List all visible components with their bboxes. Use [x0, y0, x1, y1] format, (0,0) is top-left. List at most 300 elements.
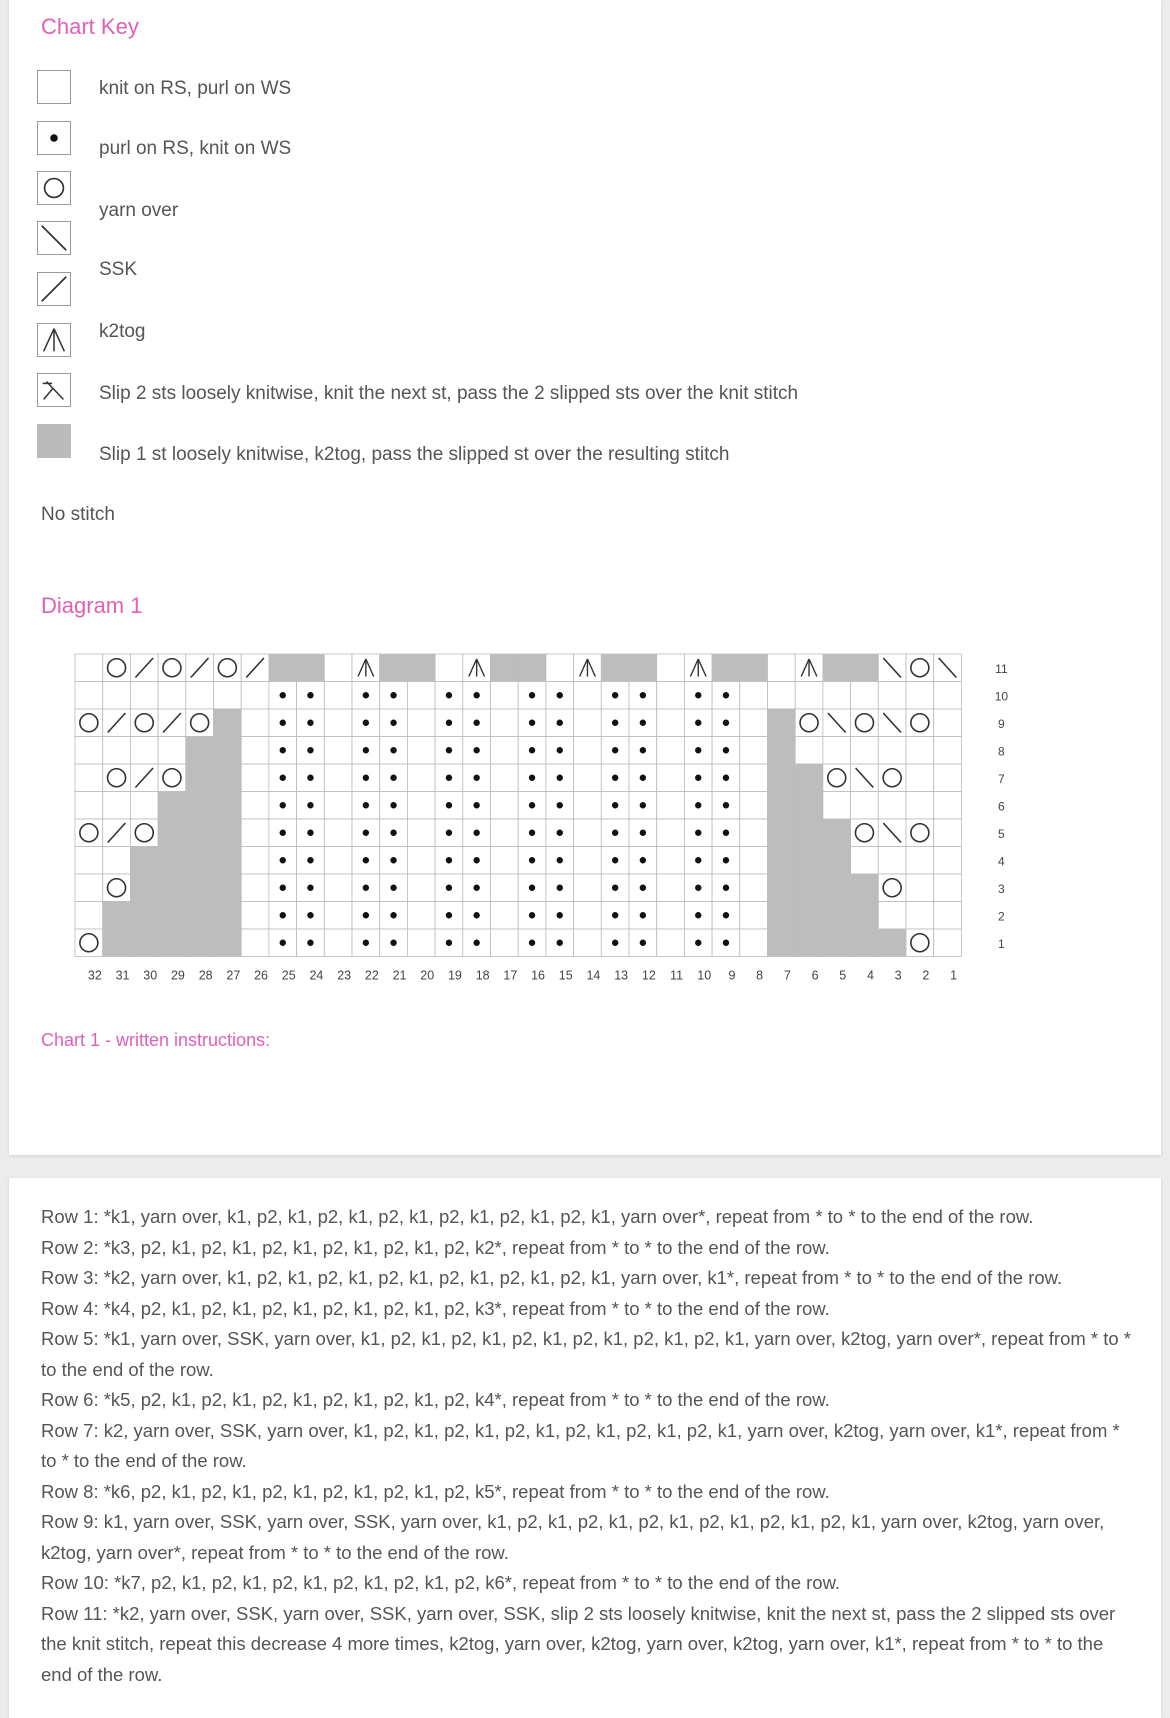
no-stitch-cell	[768, 874, 796, 902]
column-label: 14	[586, 968, 601, 983]
no-stitch-cell	[130, 902, 158, 930]
chart-cell	[906, 682, 934, 710]
chart-cell	[324, 902, 352, 930]
column-label: 22	[364, 968, 379, 983]
no-stitch-cell	[380, 654, 408, 682]
no-stitch-cell	[186, 764, 214, 792]
chart-cell	[324, 874, 352, 902]
no-stitch-cell	[795, 929, 823, 957]
chart-cell	[574, 737, 602, 765]
purl-dot	[363, 885, 369, 891]
purl-dot	[446, 885, 452, 891]
chart-cell	[574, 874, 602, 902]
chart-cell	[768, 654, 796, 682]
chart-cell	[574, 709, 602, 737]
purl-dot	[529, 720, 535, 726]
row-label: 6	[998, 799, 1005, 814]
chart-cell	[574, 764, 602, 792]
purl-dot	[473, 857, 479, 863]
chart-cell	[574, 682, 602, 710]
no-stitch-cell	[823, 654, 851, 682]
column-label: 1	[950, 968, 958, 983]
column-label: 16	[531, 968, 546, 983]
chart-cell	[324, 654, 352, 682]
chart-cell	[324, 847, 352, 875]
chart-cell	[241, 764, 269, 792]
instructions-card	[9, 1178, 1161, 1718]
purl-dot	[723, 692, 729, 698]
no-stitch-cell	[214, 902, 242, 930]
no-stitch-cell	[823, 902, 851, 930]
column-label: 8	[756, 968, 764, 983]
chart-cell	[130, 737, 158, 765]
purl-dot	[723, 802, 729, 808]
chart-cell	[934, 819, 962, 847]
instruction-row: Row 1: *k1, yarn over, k1, p2, k1, p2, k1, p2, k1, p2, k1, p2, k1, p2, k1, yarn over*, repeat from * to * to the end of the row.	[41, 1206, 1034, 1227]
diagram-title: Diagram 1	[41, 593, 143, 618]
purl-dot	[307, 830, 313, 836]
chart-cell	[75, 682, 103, 710]
chart-cell	[491, 792, 519, 820]
chart-cell	[324, 709, 352, 737]
purl-dot	[557, 720, 563, 726]
no-stitch-cell	[491, 654, 519, 682]
row-label: 8	[998, 744, 1005, 759]
no-stitch-cell	[186, 737, 214, 765]
chart-cell	[657, 874, 685, 902]
no-stitch-cell	[768, 819, 796, 847]
chart-cell	[407, 902, 435, 930]
purl-dot	[363, 720, 369, 726]
column-label: 10	[697, 968, 712, 983]
chart-cell	[934, 682, 962, 710]
purl-dot	[723, 857, 729, 863]
no-stitch-cell	[158, 792, 186, 820]
purl-dot	[280, 692, 286, 698]
purl-dot	[390, 747, 396, 753]
purl-dot	[695, 885, 701, 891]
key-label-yarn-over: yarn over	[99, 200, 179, 221]
no-stitch-cell	[214, 929, 242, 957]
purl-dot	[557, 830, 563, 836]
chart-cell	[657, 764, 685, 792]
chart-cell	[906, 902, 934, 930]
no-stitch-cell	[823, 847, 851, 875]
purl-dot	[612, 692, 618, 698]
row-label: 10	[994, 689, 1009, 704]
column-label: 27	[226, 968, 241, 983]
chart-cell	[574, 929, 602, 957]
no-stitch-cell	[297, 654, 325, 682]
purl-dot	[390, 940, 396, 946]
purl-dot	[446, 830, 452, 836]
chart-cell	[740, 737, 768, 765]
purl-dot	[363, 940, 369, 946]
purl-dot	[695, 775, 701, 781]
chart-cell	[823, 682, 851, 710]
chart-cell	[795, 737, 823, 765]
purl-dot	[612, 830, 618, 836]
chart-cell	[103, 737, 131, 765]
purl-dot	[529, 830, 535, 836]
chart-cell	[324, 819, 352, 847]
column-label: 30	[143, 968, 158, 983]
column-label: 17	[503, 968, 518, 983]
no-stitch-cell	[186, 902, 214, 930]
chart-cell	[407, 682, 435, 710]
instruction-row: Row 10: *k7, p2, k1, p2, k1, p2, k1, p2, k1, p2, k1, p2, k6*, repeat from * to * to the end of the row.	[41, 1572, 841, 1593]
purl-dot	[557, 802, 563, 808]
purl-dot	[307, 912, 313, 918]
purl-dot	[446, 692, 452, 698]
no-stitch-cell	[768, 902, 796, 930]
purl-dot	[640, 940, 646, 946]
column-label: 26	[254, 968, 269, 983]
no-stitch-cell	[186, 819, 214, 847]
purl-dot	[446, 775, 452, 781]
chart-cell	[657, 737, 685, 765]
purl-dot	[390, 802, 396, 808]
chart-cell	[407, 819, 435, 847]
chart-card	[9, 0, 1161, 1155]
chart-cell	[491, 847, 519, 875]
instruction-row: Row 6: *k5, p2, k1, p2, k1, p2, k1, p2, k1, p2, k1, p2, k4*, repeat from * to * to the end of the row.	[41, 1389, 830, 1410]
purl-dot	[640, 802, 646, 808]
purl-dot	[280, 830, 286, 836]
column-label: 29	[170, 968, 185, 983]
no-stitch-cell	[851, 902, 879, 930]
no-stitch-cell	[795, 792, 823, 820]
purl-dot	[723, 720, 729, 726]
column-label: 23	[337, 968, 352, 983]
purl-dot	[307, 857, 313, 863]
chart-cell	[934, 902, 962, 930]
purl-dot	[723, 830, 729, 836]
purl-dot	[280, 775, 286, 781]
no-stitch-cell	[768, 737, 796, 765]
column-label: 4	[866, 968, 874, 983]
no-stitch-cell	[795, 902, 823, 930]
key-label-ssk: SSK	[99, 259, 138, 280]
chart-cell	[214, 682, 242, 710]
chart-cell	[740, 709, 768, 737]
no-stitch-cell	[214, 709, 242, 737]
purl-dot	[473, 775, 479, 781]
no-stitch-cell	[518, 654, 546, 682]
purl-dot	[612, 912, 618, 918]
purl-dot	[529, 747, 535, 753]
chart-cell	[435, 654, 463, 682]
chart-cell	[75, 737, 103, 765]
column-label: 21	[392, 968, 407, 983]
chart-cell	[574, 847, 602, 875]
chart-cell	[546, 654, 574, 682]
purl-dot	[446, 720, 452, 726]
purl-dot	[280, 802, 286, 808]
column-label: 7	[783, 968, 791, 983]
chart-cell	[75, 654, 103, 682]
row-label: 11	[995, 661, 1008, 676]
chart-cell	[491, 682, 519, 710]
chart-cell	[934, 709, 962, 737]
chart-cell	[740, 847, 768, 875]
purl-dot	[280, 940, 286, 946]
no-stitch-cell	[158, 819, 186, 847]
chart-cell	[75, 847, 103, 875]
purl-dot	[695, 830, 701, 836]
no-stitch-cell	[823, 874, 851, 902]
row-label: 7	[998, 771, 1005, 786]
chart-cell	[491, 902, 519, 930]
no-stitch-cell	[214, 819, 242, 847]
chart-cell	[657, 654, 685, 682]
chart-cell	[740, 902, 768, 930]
purl-dot	[280, 912, 286, 918]
chart-cell	[740, 819, 768, 847]
chart-cell	[906, 764, 934, 792]
chart-cell	[324, 792, 352, 820]
chart-cell	[186, 682, 214, 710]
no-stitch-cell	[186, 847, 214, 875]
purl-dot	[557, 940, 563, 946]
no-stitch-cell	[214, 792, 242, 820]
purl-dot	[529, 775, 535, 781]
column-label: 13	[614, 968, 629, 983]
chart-cell	[491, 764, 519, 792]
no-stitch-cell	[768, 792, 796, 820]
chart-cell	[407, 792, 435, 820]
chart-cell	[407, 737, 435, 765]
no-stitch-cell	[103, 902, 131, 930]
purl-dot	[307, 802, 313, 808]
no-stitch-cell	[186, 929, 214, 957]
no-stitch-cell	[186, 874, 214, 902]
chart-cell	[878, 682, 906, 710]
column-label: 31	[115, 968, 130, 983]
chart-cell	[934, 764, 962, 792]
purl-dot	[390, 885, 396, 891]
chart-cell	[934, 929, 962, 957]
purl-dot	[363, 802, 369, 808]
row-label: 5	[998, 826, 1005, 841]
purl-dot	[473, 940, 479, 946]
no-stitch-cell	[795, 764, 823, 792]
no-stitch-cell	[795, 819, 823, 847]
no-stitch-cell	[851, 874, 879, 902]
chart-cell	[241, 819, 269, 847]
purl-dot	[363, 912, 369, 918]
purl-dot	[446, 747, 452, 753]
key-label-k2tog: k2tog	[99, 321, 146, 342]
purl-dot	[363, 775, 369, 781]
no-stitch-cell	[130, 929, 158, 957]
purl-dot	[280, 747, 286, 753]
purl-dot	[723, 940, 729, 946]
purl-dot	[307, 885, 313, 891]
purl-dot	[473, 692, 479, 698]
chart-cell	[851, 792, 879, 820]
purl-dot	[473, 830, 479, 836]
no-stitch-cell	[214, 847, 242, 875]
column-label: 32	[87, 968, 102, 983]
purl-dot	[612, 720, 618, 726]
chart-cell	[906, 737, 934, 765]
no-stitch-cell	[158, 847, 186, 875]
purl-dot	[529, 692, 535, 698]
row-label: 1	[998, 936, 1005, 951]
purl-dot	[446, 802, 452, 808]
instruction-row: Row 2: *k3, p2, k1, p2, k1, p2, k1, p2, k1, p2, k1, p2, k2*, repeat from * to * to the end of the row.	[41, 1236, 830, 1258]
chart-cell	[934, 792, 962, 820]
purl-dot	[640, 747, 646, 753]
chart-cell	[906, 847, 934, 875]
purl-dot	[529, 885, 535, 891]
chart-cell	[878, 792, 906, 820]
chart-cell	[130, 792, 158, 820]
no-stitch-cell	[130, 847, 158, 875]
purl-dot	[473, 747, 479, 753]
chart-cell	[823, 792, 851, 820]
no-stitch-cell	[795, 874, 823, 902]
chart-cell	[241, 682, 269, 710]
column-label: 3	[894, 968, 902, 983]
chart-cell	[241, 737, 269, 765]
chart-cell	[407, 764, 435, 792]
chart-cell	[851, 682, 879, 710]
chart-cell	[324, 764, 352, 792]
purl-dot	[640, 857, 646, 863]
chart-cell	[491, 929, 519, 957]
no-stitch-cell	[601, 654, 629, 682]
purl-dot	[695, 940, 701, 946]
no-stitch-cell	[130, 874, 158, 902]
chart-cell	[75, 902, 103, 930]
purl-dot	[723, 885, 729, 891]
chart-cell	[823, 737, 851, 765]
row-label: 3	[998, 881, 1005, 896]
instruction-row: Row 11: *k2, yarn over, SSK, yarn over, SSK, yarn over, SSK, slip 2 sts loosely knitwise, knit the next st, pass the 2 slipped sts over the knit stitch, repeat this decrease 4 more times, k2tog, yarn over, k2tog, yarn over, k2tog, yarn over, k1*, repeat from * to * to the end of the row.	[41, 1602, 1116, 1685]
column-label: 25	[281, 968, 296, 983]
column-label: 6	[811, 968, 819, 983]
chart-cell	[851, 737, 879, 765]
chart-cell	[407, 709, 435, 737]
chart-cell	[878, 737, 906, 765]
column-label: 5	[839, 968, 847, 983]
key-label-knit: knit on RS, purl on WS	[99, 78, 292, 99]
purl-dot	[390, 912, 396, 918]
purl-dot	[723, 747, 729, 753]
purl-dot	[529, 940, 535, 946]
no-stitch-cell	[158, 874, 186, 902]
purl-dot	[557, 857, 563, 863]
purl-dot	[280, 885, 286, 891]
chart-key-title: Chart Key	[41, 14, 139, 39]
purl-dot	[612, 747, 618, 753]
purl-dot	[695, 747, 701, 753]
chart-cell	[241, 874, 269, 902]
purl-dot	[473, 885, 479, 891]
column-label: 28	[198, 968, 213, 983]
chart-cell	[407, 847, 435, 875]
chart-cell	[768, 682, 796, 710]
instruction-row: Row 9: k1, yarn over, SSK, yarn over, SSK, yarn over, k1, p2, k1, p2, k1, p2, k1, p2, k1, p2, k1, p2, k1, yarn over, k2tog, yarn over, k2tog, yarn over*, repeat from * to * to the end of the row.	[41, 1511, 1105, 1563]
chart-cell	[491, 819, 519, 847]
chart-cell	[740, 929, 768, 957]
purl-dot	[363, 692, 369, 698]
purl-dot	[363, 830, 369, 836]
no-stitch-cell	[740, 654, 768, 682]
row-label: 9	[998, 716, 1005, 731]
no-stitch-cell	[795, 847, 823, 875]
chart-cell	[491, 737, 519, 765]
purl-dot	[529, 857, 535, 863]
written-instructions-title: Chart 1 - written instructions:	[41, 1030, 271, 1050]
purl-dot	[390, 775, 396, 781]
purl-dot	[446, 857, 452, 863]
chart-cell	[934, 874, 962, 902]
key-label-purl: purl on RS, knit on WS	[99, 138, 292, 159]
purl-dot	[695, 692, 701, 698]
purl-dot	[640, 775, 646, 781]
no-stitch-cell	[103, 929, 131, 957]
chart-cell	[740, 764, 768, 792]
chart-cell	[407, 929, 435, 957]
column-label: 19	[447, 968, 462, 983]
no-stitch-cell	[823, 819, 851, 847]
column-label: 2	[922, 968, 930, 983]
column-label: 11	[670, 968, 684, 983]
purl-dot	[390, 830, 396, 836]
purl-dot	[695, 912, 701, 918]
chart-cell	[574, 792, 602, 820]
chart-cell	[75, 792, 103, 820]
key-label-s2kp: Slip 2 sts loosely knitwise, knit the next st, pass the 2 slipped sts over the knit stitch	[99, 383, 799, 404]
chart-cell	[241, 902, 269, 930]
chart-cell	[130, 682, 158, 710]
column-label: 9	[728, 968, 736, 983]
chart-cell	[657, 682, 685, 710]
chart-cell	[851, 847, 879, 875]
purl-dot	[557, 912, 563, 918]
chart-cell	[103, 792, 131, 820]
instruction-row: Row 4: *k4, p2, k1, p2, k1, p2, k1, p2, k1, p2, k1, p2, k3*, repeat from * to * to the end of the row.	[41, 1297, 830, 1319]
purl-dot	[640, 720, 646, 726]
chart-cell	[740, 682, 768, 710]
purl-dot	[612, 775, 618, 781]
purl-dot	[473, 720, 479, 726]
purl-dot	[363, 747, 369, 753]
purl-dot	[390, 857, 396, 863]
no-stitch-cell	[186, 792, 214, 820]
instruction-rows	[41, 1202, 1131, 1690]
chart-cell	[934, 847, 962, 875]
purl-dot	[390, 692, 396, 698]
chart-cell	[324, 929, 352, 957]
chart-cell	[491, 709, 519, 737]
row-label: 2	[998, 909, 1005, 924]
purl-dot	[695, 857, 701, 863]
chart-cell	[574, 902, 602, 930]
purl-dot	[612, 940, 618, 946]
no-stitch-cell	[768, 929, 796, 957]
purl-dot	[446, 940, 452, 946]
chart-cell	[491, 874, 519, 902]
chart-cell	[75, 874, 103, 902]
chart-cell	[740, 874, 768, 902]
instruction-row: Row 3: *k2, yarn over, k1, p2, k1, p2, k1, p2, k1, p2, k1, p2, k1, p2, k1, yarn over, k1*, repeat from * to * to the end of the row.	[41, 1267, 1063, 1288]
chart-cell	[740, 792, 768, 820]
purl-dot	[280, 857, 286, 863]
